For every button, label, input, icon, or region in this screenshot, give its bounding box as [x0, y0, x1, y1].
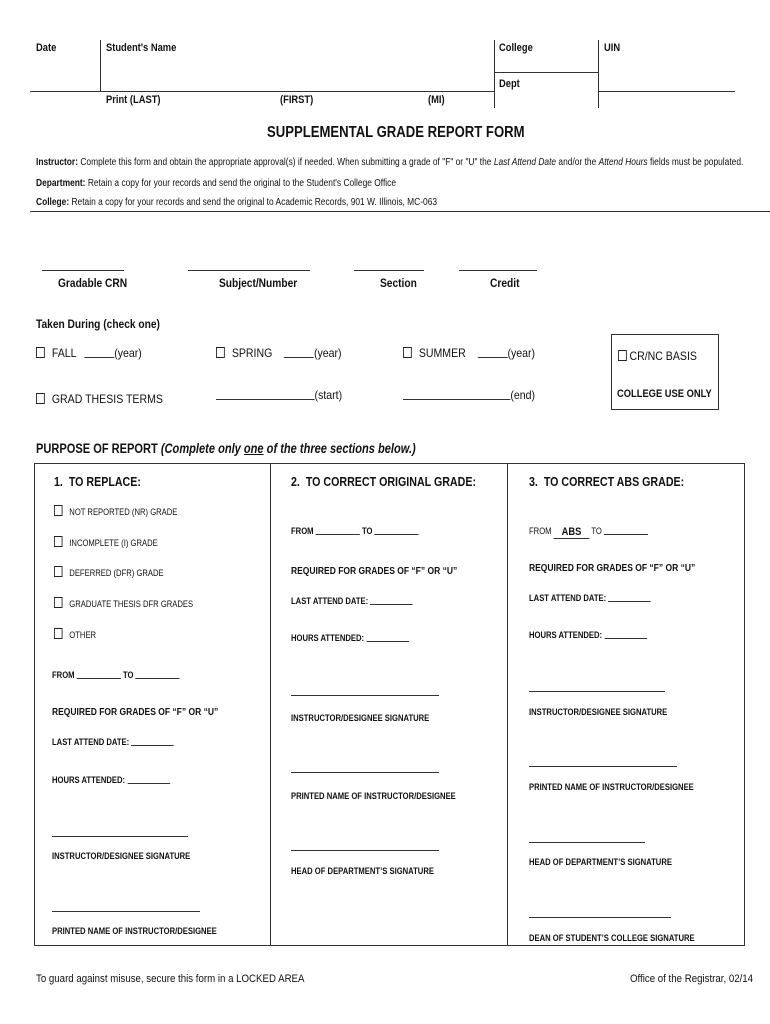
- s1-last-attend-label: LAST ATTEND DATE:: [52, 737, 130, 747]
- summer-label: SUMMER: [418, 346, 466, 360]
- checkbox-icon[interactable]: [54, 597, 63, 608]
- subject-line: [188, 270, 310, 271]
- s2-hours-field[interactable]: [366, 641, 409, 642]
- s3-from-to: [529, 526, 648, 539]
- credit-label: Credit: [490, 276, 520, 290]
- college-text: Retain a copy for your records and send the original to Academic Records, 901 W. Illinois, MC-063: [71, 197, 438, 208]
- section2-title: TO CORRECT ORIGINAL GRADE:: [305, 474, 476, 489]
- section-label: Section: [380, 276, 417, 290]
- s2-hours-label: HOURS ATTENDED:: [291, 633, 365, 643]
- s2-sig-label: INSTRUCTOR/DESIGNEE SIGNATURE: [291, 713, 430, 723]
- footer-office: Office of the Registrar, 02/14: [630, 973, 754, 985]
- grad-thesis-option[interactable]: [36, 392, 163, 406]
- checkbox-icon[interactable]: [618, 350, 627, 361]
- s1-signature-line[interactable]: [52, 836, 188, 837]
- fall-option[interactable]: [36, 346, 142, 360]
- checkbox-icon[interactable]: [54, 536, 63, 547]
- purpose-heading-one: one: [243, 441, 264, 456]
- start-label: (start): [314, 388, 343, 402]
- subject-number-label: Subject/Number: [219, 276, 298, 290]
- s3-to-field[interactable]: [604, 534, 648, 535]
- crnc-label: CR/NC BASIS: [629, 349, 697, 363]
- grad-thesis-label: GRAD THESIS TERMS: [51, 392, 163, 406]
- s1-from-to: [52, 670, 180, 680]
- header-divider: [100, 40, 101, 92]
- date-label: Date: [36, 42, 57, 54]
- end-label: (end): [510, 388, 536, 402]
- footer-security-note: To guard against misuse, secure this form in a LOCKED AREA: [36, 973, 305, 985]
- department-text: Retain a copy for your records and send the original to the Student's College Office: [87, 178, 397, 189]
- checkbox-icon[interactable]: [54, 505, 63, 516]
- s3-head-signature-line[interactable]: [529, 842, 645, 843]
- instructor-text-2: and/or the: [556, 157, 599, 168]
- s1-hours-field[interactable]: [127, 783, 170, 784]
- fall-year-field[interactable]: [84, 357, 114, 358]
- instructions-divider: [30, 211, 770, 212]
- column-divider: [507, 464, 508, 945]
- purpose-heading-a: PURPOSE OF REPORT: [36, 441, 161, 456]
- crn-line: [42, 270, 124, 271]
- summer-year-field[interactable]: [478, 357, 508, 358]
- fall-label: FALL: [51, 346, 77, 360]
- s3-signature-line[interactable]: [529, 691, 665, 692]
- s2-hours: [291, 633, 409, 643]
- student-name-label: Student's Name: [106, 42, 177, 54]
- s1-hours-label: HOURS ATTENDED:: [52, 775, 126, 785]
- s2-printed-name-line[interactable]: [291, 772, 439, 773]
- thesis-start-field[interactable]: [216, 399, 315, 400]
- section3-heading: [529, 474, 684, 489]
- s1-from-label: FROM: [52, 670, 75, 680]
- s2-from-label: FROM: [291, 526, 314, 536]
- section-line: [354, 270, 424, 271]
- option-deferred[interactable]: [54, 566, 164, 578]
- s3-required-label: REQUIRED FOR GRADES OF “F” OR “U”: [529, 563, 696, 574]
- s3-last-attend: [529, 593, 651, 603]
- checkbox-icon[interactable]: [36, 393, 45, 404]
- instructor-em-2: Attend Hours: [598, 157, 648, 168]
- year-label: (year): [313, 346, 342, 360]
- s1-required-label: REQUIRED FOR GRADES OF “F” OR “U”: [52, 707, 219, 718]
- s2-from-to: [291, 526, 419, 536]
- s3-hours-field[interactable]: [604, 638, 647, 639]
- year-label: (year): [507, 346, 536, 360]
- s3-head-label: HEAD OF DEPARTMENT’S SIGNATURE: [529, 857, 672, 867]
- checkbox-icon[interactable]: [216, 347, 225, 358]
- thesis-end[interactable]: [403, 388, 535, 402]
- s1-last-attend-field[interactable]: [131, 745, 174, 746]
- s3-last-attend-label: LAST ATTEND DATE:: [529, 593, 607, 603]
- column-divider: [270, 464, 271, 945]
- s3-from-label: FROM: [529, 526, 552, 536]
- s3-abs-field: ABS: [554, 526, 590, 539]
- s1-to-field[interactable]: [136, 678, 180, 679]
- option-nr-label: NOT REPORTED (NR) GRADE: [69, 507, 178, 517]
- department-label: Department:: [36, 178, 86, 189]
- uin-underline: [598, 91, 735, 92]
- instructor-instructions: [36, 157, 743, 168]
- checkbox-icon[interactable]: [36, 347, 45, 358]
- s2-last-attend-field[interactable]: [370, 604, 413, 605]
- college-use-only-label: COLLEGE USE ONLY: [617, 388, 712, 400]
- name-underline: [30, 91, 494, 92]
- instructor-label: Instructor:: [36, 157, 78, 168]
- credit-line: [459, 270, 537, 271]
- instructor-em-1: Last Attend Date: [493, 157, 557, 168]
- purpose-heading-b: (Complete only: [160, 441, 244, 456]
- instructor-text-3: fields must be populated.: [647, 157, 744, 168]
- s2-head-signature-line[interactable]: [291, 850, 439, 851]
- spring-option[interactable]: [216, 346, 342, 360]
- option-other[interactable]: [54, 628, 96, 640]
- s3-printed-name-line[interactable]: [529, 766, 677, 767]
- s2-required-label: REQUIRED FOR GRADES OF “F” OR “U”: [291, 566, 458, 577]
- s3-dean-signature-line[interactable]: [529, 917, 671, 918]
- s2-last-attend: [291, 596, 413, 606]
- summer-option[interactable]: [403, 346, 535, 360]
- dept-label: Dept: [499, 78, 520, 90]
- middle-initial-label: (MI): [428, 94, 445, 106]
- section1-number: 1.: [54, 474, 63, 489]
- s3-hours: [529, 630, 647, 640]
- section1-heading: [54, 474, 141, 489]
- instructor-text: Complete this form and obtain the appropriate approval(s) if needed. When submitting a grade of "F" or "U" the: [80, 157, 494, 168]
- purpose-heading-c: of the three sections below.): [263, 441, 416, 456]
- s2-signature-line[interactable]: [291, 695, 439, 696]
- s2-last-attend-label: LAST ATTEND DATE:: [291, 596, 369, 606]
- section2-number: 2.: [291, 474, 300, 489]
- section1-title: TO REPLACE:: [68, 474, 141, 489]
- option-deferred-label: DEFERRED (DFR) GRADE: [69, 568, 164, 578]
- header-divider: [598, 40, 599, 108]
- spring-label: SPRING: [231, 346, 273, 360]
- s2-to-label: TO: [362, 526, 373, 536]
- header-divider: [494, 40, 495, 108]
- department-instructions: [36, 178, 396, 189]
- option-nr[interactable]: [54, 505, 177, 517]
- college-label: College: [499, 42, 533, 54]
- checkbox-icon[interactable]: [54, 566, 63, 577]
- section3-title: TO CORRECT ABS GRADE:: [543, 474, 685, 489]
- s3-last-attend-field[interactable]: [608, 601, 651, 602]
- section2-heading: [291, 474, 476, 489]
- first-name-label: (FIRST): [280, 94, 314, 106]
- s3-dean-label: DEAN OF STUDENT’S COLLEGE SIGNATURE: [529, 933, 695, 943]
- form-title: SUPPLEMENTAL GRADE REPORT FORM: [267, 124, 525, 141]
- print-last-label: Print (LAST): [106, 94, 161, 106]
- thesis-end-field[interactable]: [403, 399, 510, 400]
- option-grad-thesis-label: GRADUATE THESIS DFR GRADES: [69, 599, 194, 609]
- option-incomplete-label: INCOMPLETE (I) GRADE: [69, 538, 158, 548]
- option-incomplete[interactable]: [54, 536, 158, 548]
- s2-head-label: HEAD OF DEPARTMENT’S SIGNATURE: [291, 866, 434, 876]
- s3-hours-label: HOURS ATTENDED:: [529, 630, 603, 640]
- option-grad-thesis[interactable]: [54, 597, 193, 609]
- college-instr-label: College:: [36, 197, 70, 208]
- s3-sig-label: INSTRUCTOR/DESIGNEE SIGNATURE: [529, 707, 668, 717]
- year-label: (year): [114, 346, 142, 360]
- s2-to-field[interactable]: [375, 534, 419, 535]
- s3-printed-label: PRINTED NAME OF INSTRUCTOR/DESIGNEE: [529, 782, 694, 792]
- s1-hours: [52, 775, 170, 785]
- s1-printed-name-line[interactable]: [52, 911, 200, 912]
- uin-label: UIN: [604, 42, 621, 54]
- thesis-start[interactable]: [216, 388, 342, 402]
- section3-number: 3.: [529, 474, 538, 489]
- s2-from-field[interactable]: [316, 534, 360, 535]
- s1-last-attend: [52, 737, 174, 747]
- s1-from-field[interactable]: [77, 678, 121, 679]
- checkbox-icon[interactable]: [403, 347, 412, 358]
- gradable-crn-label: Gradable CRN: [58, 276, 128, 290]
- spring-year-field[interactable]: [284, 357, 314, 358]
- crnc-option[interactable]: [618, 349, 697, 363]
- taken-during-heading: Taken During (check one): [36, 317, 160, 331]
- s1-sig-label: INSTRUCTOR/DESIGNEE SIGNATURE: [52, 851, 191, 861]
- s1-to-label: TO: [123, 670, 134, 680]
- option-other-label: OTHER: [69, 630, 97, 640]
- s3-to-label: TO: [591, 526, 602, 536]
- header-divider: [494, 72, 598, 73]
- college-instructions: [36, 197, 437, 208]
- s1-printed-label: PRINTED NAME OF INSTRUCTOR/DESIGNEE: [52, 926, 217, 936]
- checkbox-icon[interactable]: [54, 628, 63, 639]
- purpose-heading: [36, 441, 416, 456]
- s2-printed-label: PRINTED NAME OF INSTRUCTOR/DESIGNEE: [291, 791, 456, 801]
